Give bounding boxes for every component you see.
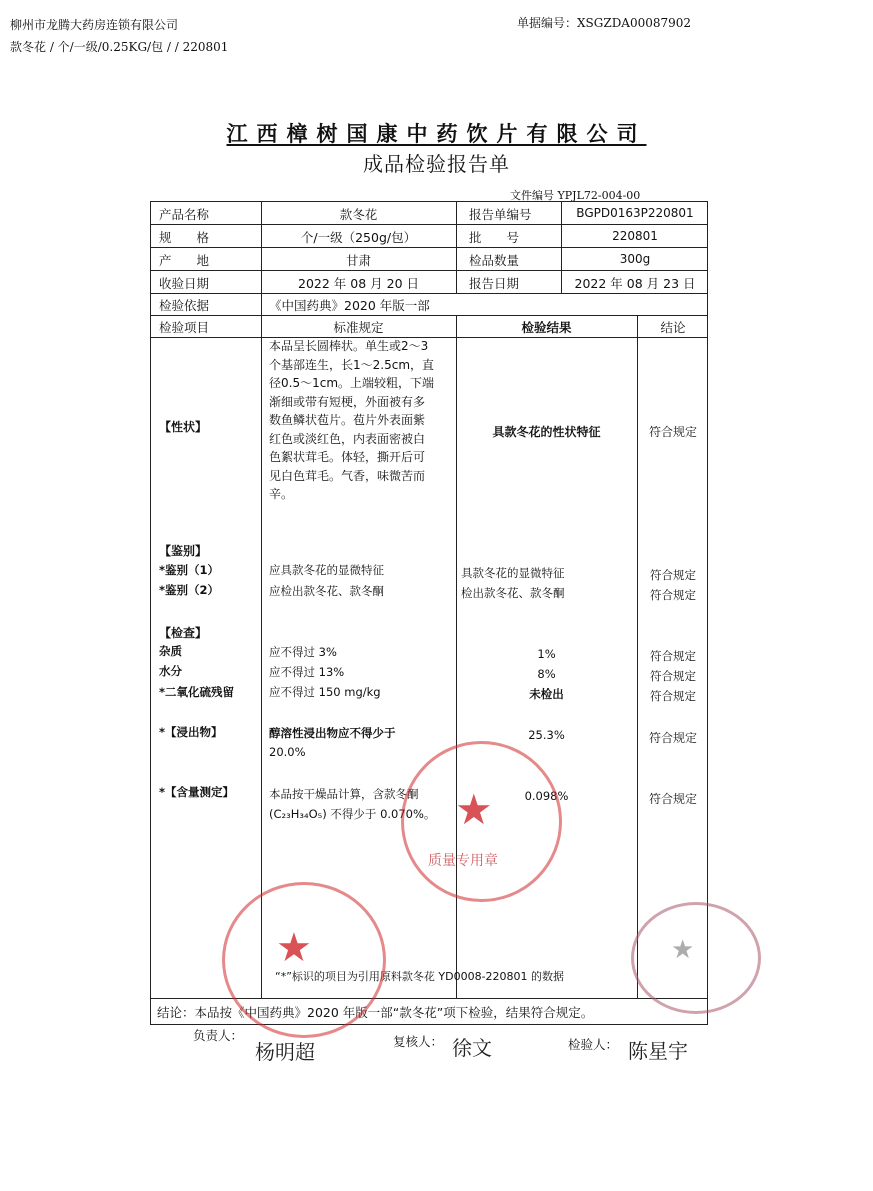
product-name-label: 产品名称 (159, 207, 210, 222)
inspection-seal-stamp (631, 902, 761, 1014)
header-left (10, 14, 228, 58)
seal-star-icon: ★ (455, 785, 493, 834)
responsible-signature: 杨明超 (255, 1040, 315, 1064)
extract-standard-2: 20.0% (269, 745, 306, 759)
distributor-name: 柳州市龙腾大药房连锁有限公司 (10, 18, 179, 32)
ident-2-result: 检出款冬花、款冬酮 (461, 586, 565, 600)
character-label: 【性状】 (159, 420, 208, 434)
basis-label: 检验依据 (159, 298, 210, 313)
origin-label: 产 地 (159, 253, 210, 268)
doc-number: 单据编号：XSGZDA00087902 (517, 16, 692, 30)
ident-1-standard: 应具款冬花的显微特征 (269, 563, 384, 577)
quality-seal-text: 质量专用章 (428, 853, 498, 869)
report-no-label: 报告单编号 (469, 207, 532, 222)
basis-value: 《中国药典》2020 年版一部 (269, 298, 430, 313)
ident-1-conclusion: 符合规定 (650, 568, 696, 582)
insp-2-conclusion: 符合规定 (650, 669, 696, 683)
extract-conclusion: 符合规定 (648, 731, 697, 745)
character-conclusion: 符合规定 (648, 425, 697, 439)
insp-3-standard: 应不得过 150 mg/kg (269, 685, 381, 699)
col-standard: 标准规定 (333, 320, 384, 335)
reviewer-signature: 徐文 (452, 1036, 492, 1060)
product-name-value: 款冬花 (339, 207, 378, 222)
col-result: 检验结果 (521, 320, 572, 335)
footnote: “*”标识的项目为引用原料款冬花 YD0008-220801 的数据 (275, 970, 565, 983)
origin-value: 甘肃 (345, 253, 371, 268)
assay-conclusion: 符合规定 (648, 792, 697, 806)
receive-date-value: 2022 年 08 月 20 日 (298, 276, 419, 291)
insp-1-conclusion: 符合规定 (650, 649, 696, 663)
insp-3-conclusion: 符合规定 (650, 689, 696, 703)
ident-1-item: *鉴别（1） (159, 563, 220, 577)
ident-2-conclusion: 符合规定 (650, 588, 696, 602)
insp-2-item: 水分 (159, 664, 182, 678)
spec-label: 规 格 (159, 230, 210, 245)
assay-standard-2: (C₂₃H₃₄O₅) 不得少于 0.070%。 (269, 807, 436, 821)
responsible-label: 负责人： (193, 1028, 244, 1043)
company-name: 江西樟树国康中药饮片有限公司 (226, 122, 647, 146)
assay-result: 0.098% (524, 789, 569, 803)
inspector-signature: 陈星宇 (628, 1039, 688, 1063)
character-standard: 本品呈长圆棒状。单生或2～3 个基部连生，长1～2.5cm，直 径0.5～1cm。上端较粗，下端 渐细或带有短梗，外面被有多 数鱼鳞状苞片。苞片外表面紫 红色或淡红色，内表面密被白 色絮状茸毛。体轻，撕开后可 见白色茸毛。气香，味微苦而 辛。 (269, 339, 435, 501)
product-line: 款冬花 / 个/一级/0.25KG/包 / / 220801 (10, 40, 229, 54)
extract-result: 25.3% (528, 728, 565, 742)
insp-2-standard: 应不得过 13% (269, 665, 345, 679)
qty-value: 300g (619, 252, 651, 266)
inspector-label: 检验人： (568, 1037, 619, 1052)
spec-value: 个/一级（250g/包） (300, 230, 417, 245)
ident-2-item: *鉴别（2） (159, 583, 220, 597)
file-number: 文件编号 YPJL72-004-00 (510, 189, 641, 202)
report-date-value: 2022 年 08 月 23 日 (574, 276, 696, 291)
insp-3-result: 未检出 (529, 687, 564, 701)
ident-1-result: 具款冬花的显微特征 (461, 566, 565, 580)
batch-label: 批 号 (469, 230, 520, 245)
extract-item: *【浸出物】 (159, 725, 223, 739)
company-seal-star-icon: ★ (276, 925, 312, 971)
report-date-label: 报告日期 (469, 276, 520, 291)
inspection-seal-star-icon: ★ (671, 935, 695, 965)
identification-section: 【鉴别】 (159, 544, 208, 558)
extract-standard-1: 醇溶性浸出物应不得少于 (269, 726, 396, 740)
batch-value: 220801 (612, 229, 658, 243)
insp-3-item: *二氧化硫残留 (159, 685, 235, 699)
inspection-section: 【检查】 (159, 626, 208, 640)
assay-item: *【含量测定】 (159, 785, 235, 799)
document-title: 成品检验报告单 (363, 152, 510, 176)
assay-standard-1: 本品按干燥品计算，含款冬酮 (269, 787, 419, 801)
insp-1-standard: 应不得过 3% (269, 645, 337, 659)
col-conclusion: 结论 (660, 320, 686, 335)
insp-2-result: 8% (537, 667, 556, 681)
character-result: 具款冬花的性状特征 (492, 425, 601, 439)
receive-date-label: 收验日期 (159, 276, 210, 291)
ident-2-standard: 应检出款冬花、款冬酮 (269, 584, 384, 598)
reviewer-label: 复核人： (393, 1034, 444, 1049)
report-table (150, 201, 708, 1025)
qty-label: 检品数量 (469, 253, 520, 268)
report-no-value: BGPD0163P220801 (576, 206, 694, 220)
insp-1-item: 杂质 (159, 644, 182, 658)
insp-1-result: 1% (537, 647, 556, 661)
conclusion-text: 结论：本品按《中国药典》2020 年版一部“款冬花”项下检验，结果符合规定。 (157, 1005, 594, 1020)
col-item: 检验项目 (159, 320, 210, 335)
